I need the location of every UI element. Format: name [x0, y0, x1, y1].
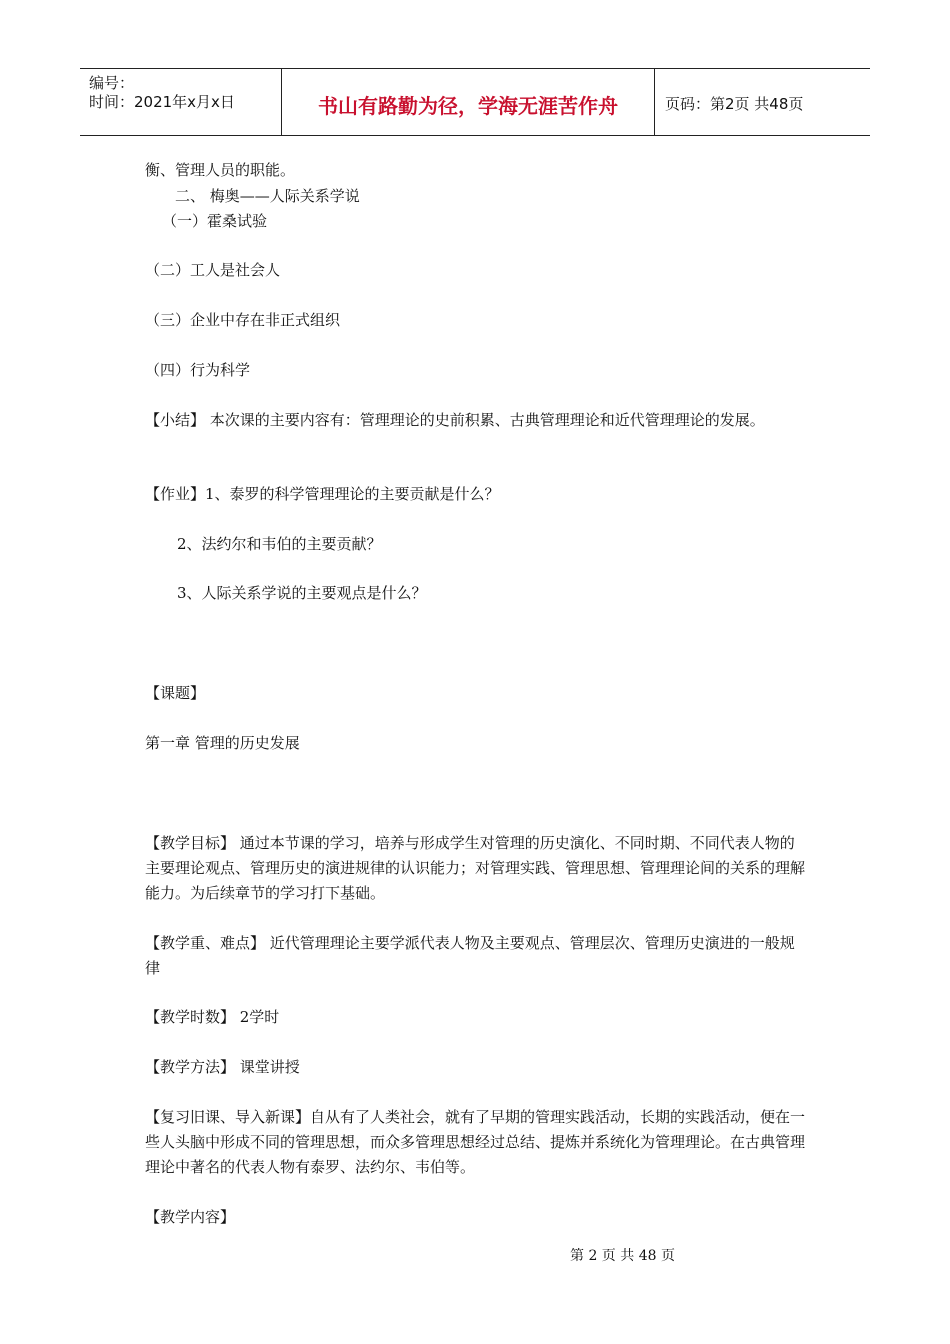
document-date: 时间：2021年x月x日: [89, 93, 235, 111]
teaching-hours: 【教学时数】 2学时: [145, 1008, 280, 1026]
topic-label: 【课题】: [145, 684, 206, 702]
body-text-line: 衡、管理人员的职能。: [145, 161, 296, 179]
teaching-content-label: 【教学内容】: [145, 1208, 236, 1226]
teaching-objective-paragraph: 【教学目标】 通过本节课的学习，培养与形成学生对管理的历史演化、不同时期、不同代表人物的主要理论观点、管理历史的演进规律的认识能力；对管理实践、管理思想、管理理论间的关系的理解能力。为后续章节的学习打下基础。: [145, 834, 806, 902]
subsection-informal-org: （三）企业中存在非正式组织: [145, 311, 341, 329]
subsection-behavioral-science: （四）行为科学: [145, 361, 251, 379]
subsection-social-man: （二）工人是社会人: [145, 261, 281, 279]
header-motto: 书山有路勤为径，学海无涯苦作舟: [318, 94, 618, 118]
homework-item-2: 2、法约尔和韦伯的主要贡献？: [177, 535, 382, 553]
page-footer-number: 第 2 页 共 48 页: [570, 1248, 675, 1264]
homework-item-1: 【作业】1、泰罗的科学管理理论的主要贡献是什么？: [145, 485, 500, 503]
page-header: [80, 68, 870, 136]
teaching-method: 【教学方法】 课堂讲授: [145, 1058, 300, 1076]
document-number-label: 编号：: [89, 74, 135, 92]
subsection-hawthorne: （一）霍桑试验: [162, 212, 268, 230]
chapter-title: 第一章 管理的历史发展: [145, 734, 300, 752]
homework-item-3: 3、人际关系学说的主要观点是什么？: [177, 584, 427, 602]
review-introduction-paragraph: 【复习旧课、导入新课】自从有了人类社会，就有了早期的管理实践活动，长期的实践活动，便在一些人头脑中形成不同的管理思想，而众多管理思想经过总结、提炼并系统化为管理理论。在古典管理理论中著名的代表人物有泰罗、法约尔、韦伯等。: [145, 1108, 806, 1176]
summary-paragraph: 【小结】 本次课的主要内容有：管理理论的史前积累、古典管理理论和近代管理理论的发展。: [145, 411, 765, 429]
header-motto-cell: [282, 69, 655, 135]
header-meta-cell: [80, 69, 282, 135]
header-page-info: 页码：第2页 共48页: [665, 95, 804, 113]
header-page-cell: [655, 69, 870, 135]
key-points-paragraph: 【教学重、难点】 近代管理理论主要学派代表人物及主要观点、管理层次、管理历史演进的一般规律: [145, 934, 795, 977]
section-heading-mayo: 二、 梅奥——人际关系学说: [175, 187, 360, 205]
